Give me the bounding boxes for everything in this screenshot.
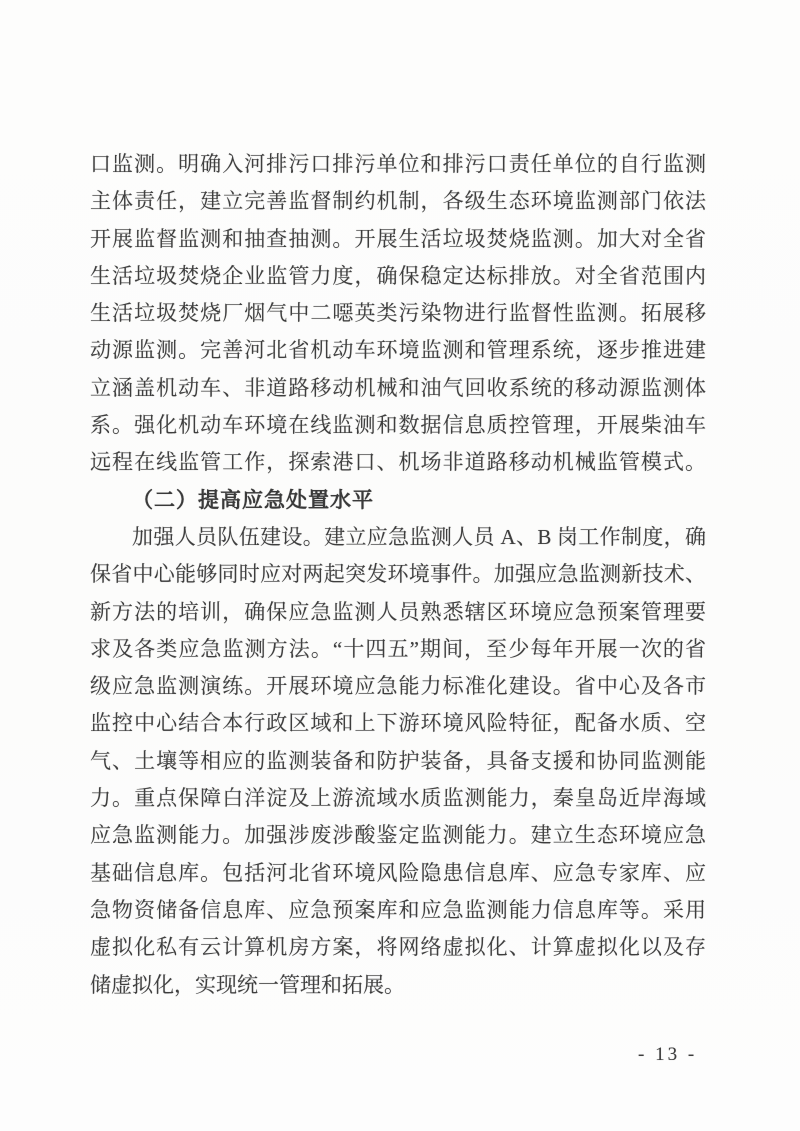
page-number: - 13 - (638, 1044, 698, 1065)
text-line: 新方法的培训，确保应急监测人员熟悉辖区环境应急预案管理要 (90, 599, 706, 624)
text-line: 生活垃圾焚烧厂烟气中二噁英类污染物进行监督性监测。拓展移 (90, 301, 706, 326)
text-line: 系。强化机动车环境在线监测和数据信息质控管理，开展柴油车 (90, 413, 706, 438)
text-line: 保省中心能够同时应对两起突发环境事件。加强应急监测新技术、 (90, 562, 706, 587)
text-line: 动源监测。完善河北省机动车环境监测和管理系统，逐步推进建 (90, 338, 706, 363)
text-line: 应急监测能力。加强涉废涉酸鉴定监测能力。建立生态环境应急 (90, 823, 706, 848)
text-line: 急物资储备信息库、应急预案库和应急监测能力信息库等。采用 (90, 897, 706, 922)
text-line: 求及各类应急监测方法。“十四五”期间，至少每年开展一次的省 (90, 636, 706, 661)
text-line: 开展监督监测和抽查抽测。开展生活垃圾焚烧监测。加大对全省 (90, 226, 706, 251)
text-line: 储虚拟化，实现统一管理和拓展。 (90, 972, 405, 997)
text-line: 基础信息库。包括河北省环境风险隐患信息库、应急专家库、应 (90, 860, 706, 885)
text-line: 立涵盖机动车、非道路移动机械和油气回收系统的移动源监测体 (90, 375, 706, 400)
text-line: 力。重点保障白洋淀及上游流域水质监测能力，秦皇岛近岸海域 (90, 786, 706, 811)
text-line: 口监测。明确入河排污口排污单位和排污口责任单位的自行监测 (90, 152, 706, 176)
text-line: 生活垃圾焚烧企业监管力度，确保稳定达标排放。对全省范围内 (90, 263, 706, 288)
paragraph-1 (90, 146, 706, 482)
section-heading: （二）提高应急处置水平 (132, 487, 374, 512)
paragraph-2 (90, 519, 706, 1004)
text-line: 虚拟化私有云计算机房方案，将网络虚拟化、计算虚拟化以及存 (90, 935, 706, 960)
text-line: 级应急监测演练。开展环境应急能力标准化建设。省中心及各市 (90, 674, 706, 699)
text-line: 监控中心结合本行政区域和上下游环境风险特征，配备水质、空 (90, 711, 706, 736)
text-line: 主体责任，建立完善监督制约机制，各级生态环境监测部门依法 (90, 189, 706, 214)
body-text (90, 146, 706, 1004)
text-line: 气、土壤等相应的监测装备和防护装备，具备支援和协同监测能 (90, 748, 706, 773)
text-line: 远程在线监管工作，探索港口、机场非道路移动机械监管模式。 (90, 450, 706, 475)
text-line: 加强人员队伍建设。建立应急监测人员 A、B 岗工作制度，确 (132, 524, 706, 549)
